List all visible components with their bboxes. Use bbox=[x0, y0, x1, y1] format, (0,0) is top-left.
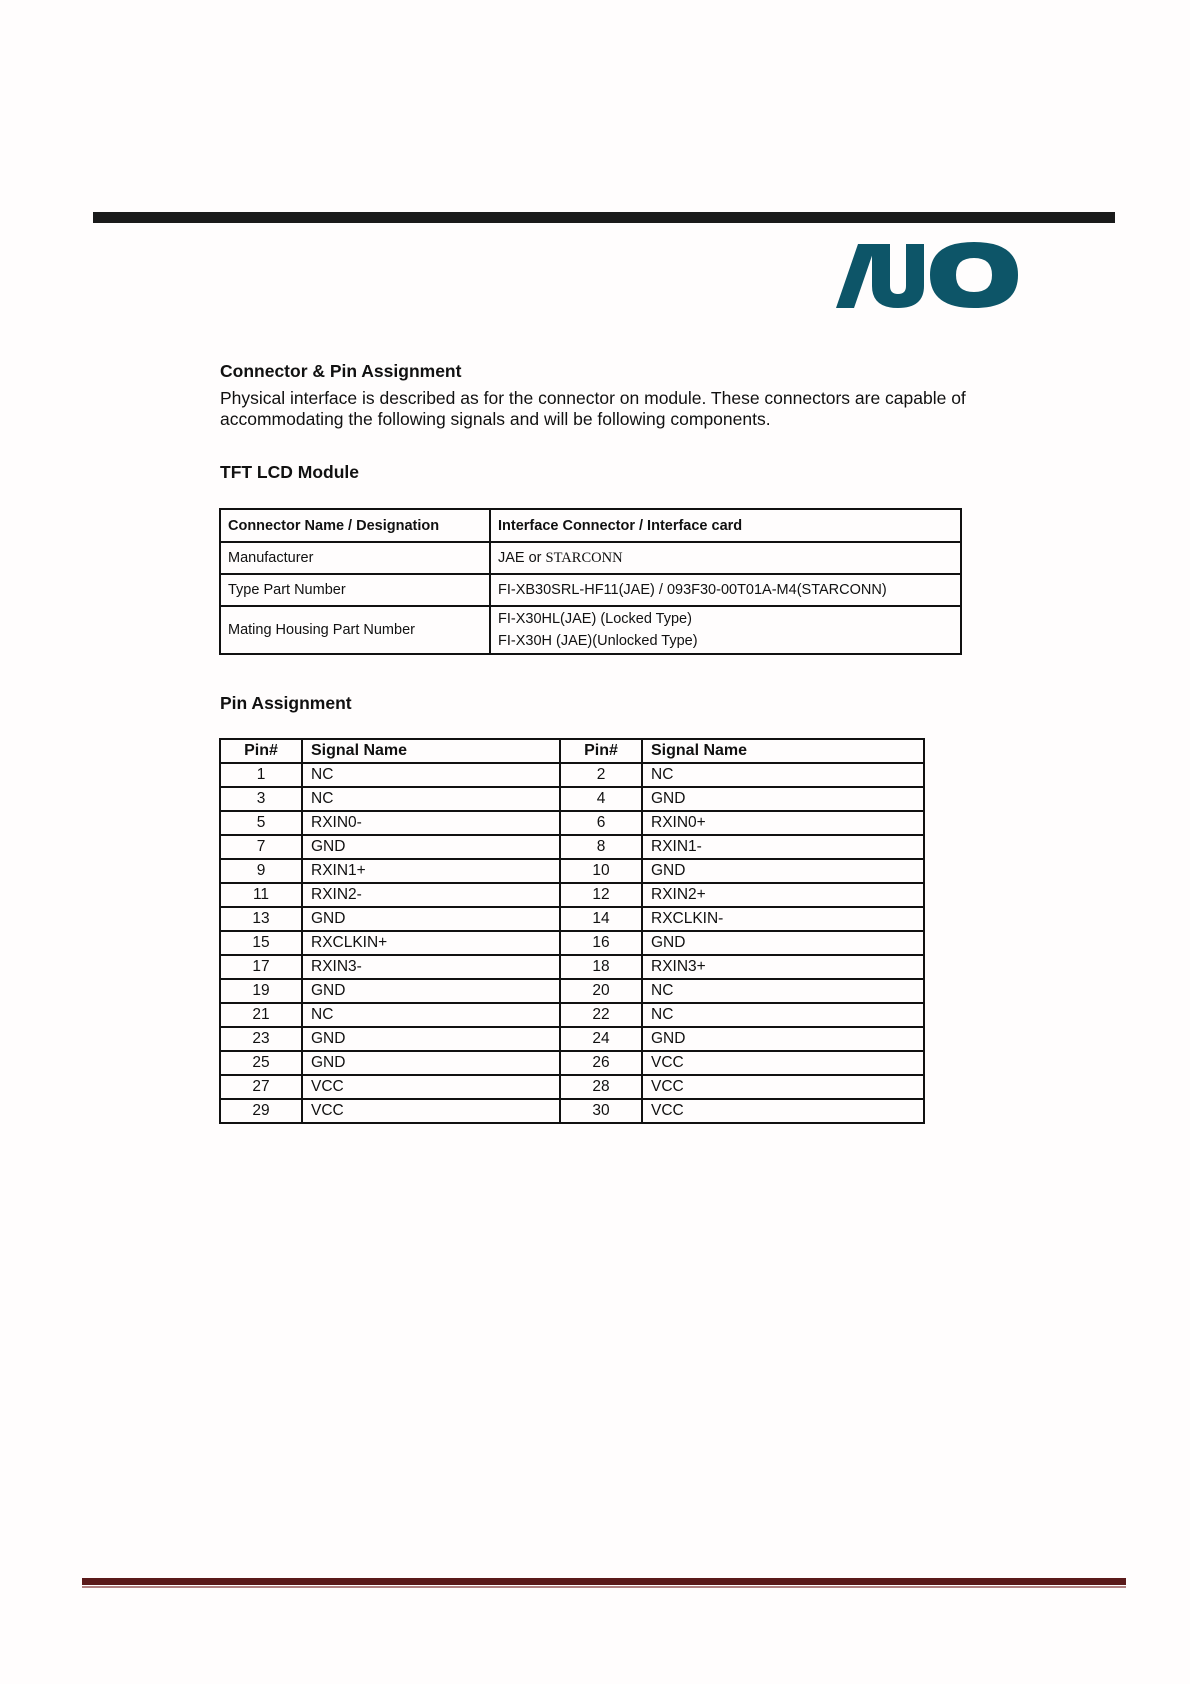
pin-number: 11 bbox=[220, 883, 302, 907]
header-signal-right: Signal Name bbox=[642, 739, 924, 763]
signal-name: NC bbox=[642, 1003, 924, 1027]
connector-row-type-part bbox=[220, 574, 961, 606]
pin-number: 22 bbox=[560, 1003, 642, 1027]
signal-name: GND bbox=[302, 907, 560, 931]
signal-name: RXCLKIN+ bbox=[302, 931, 560, 955]
pin-row bbox=[220, 955, 924, 979]
pin-number: 19 bbox=[220, 979, 302, 1003]
pin-row bbox=[220, 979, 924, 1003]
connector-row-mating-housing bbox=[220, 606, 961, 654]
signal-name: RXIN0- bbox=[302, 811, 560, 835]
pin-number: 20 bbox=[560, 979, 642, 1003]
signal-name: NC bbox=[302, 1003, 560, 1027]
signal-name: GND bbox=[642, 1027, 924, 1051]
signal-name: GND bbox=[642, 859, 924, 883]
pin-row bbox=[220, 907, 924, 931]
pin-number: 14 bbox=[560, 907, 642, 931]
signal-name: RXIN1+ bbox=[302, 859, 560, 883]
mating-unlocked: FI-X30H (JAE)(Unlocked Type) bbox=[498, 633, 698, 649]
pin-row bbox=[220, 859, 924, 883]
header-pin-right: Pin# bbox=[560, 739, 642, 763]
pin-section-title: Pin Assignment bbox=[220, 693, 352, 713]
signal-name: GND bbox=[642, 787, 924, 811]
header-pin-left: Pin# bbox=[220, 739, 302, 763]
signal-name: GND bbox=[302, 835, 560, 859]
pin-table bbox=[219, 738, 925, 1124]
pin-number: 8 bbox=[560, 835, 642, 859]
mating-locked: FI-X30HL(JAE) (Locked Type) bbox=[498, 611, 692, 627]
manufacturer-jae: JAE or bbox=[498, 549, 542, 566]
signal-name: RXIN3+ bbox=[642, 955, 924, 979]
row-label: Type Part Number bbox=[220, 574, 490, 606]
signal-name: NC bbox=[642, 979, 924, 1003]
signal-name: GND bbox=[302, 1027, 560, 1051]
pin-number: 15 bbox=[220, 931, 302, 955]
pin-row bbox=[220, 835, 924, 859]
pin-row bbox=[220, 1075, 924, 1099]
row-value bbox=[490, 542, 961, 574]
row-label: Manufacturer bbox=[220, 542, 490, 574]
pin-number: 10 bbox=[560, 859, 642, 883]
pin-number: 9 bbox=[220, 859, 302, 883]
pin-number: 24 bbox=[560, 1027, 642, 1051]
signal-name: RXIN2- bbox=[302, 883, 560, 907]
signal-name: NC bbox=[642, 763, 924, 787]
pin-number: 16 bbox=[560, 931, 642, 955]
pin-row bbox=[220, 763, 924, 787]
signal-name: RXIN3- bbox=[302, 955, 560, 979]
connector-table-header bbox=[220, 509, 961, 542]
pin-row bbox=[220, 811, 924, 835]
connector-section-title: Connector & Pin Assignment bbox=[220, 361, 462, 381]
pin-number: 5 bbox=[220, 811, 302, 835]
pin-number: 12 bbox=[560, 883, 642, 907]
signal-name: VCC bbox=[642, 1051, 924, 1075]
pin-number: 18 bbox=[560, 955, 642, 979]
row-label: Mating Housing Part Number bbox=[220, 606, 490, 654]
signal-name: GND bbox=[302, 979, 560, 1003]
pin-row bbox=[220, 883, 924, 907]
bottom-rule-accent bbox=[82, 1586, 1126, 1588]
connector-table bbox=[219, 508, 962, 655]
signal-name: VCC bbox=[642, 1099, 924, 1123]
pin-number: 27 bbox=[220, 1075, 302, 1099]
manufacturer-starconn: STARCONN bbox=[545, 549, 623, 566]
connector-header-interface: Interface Connector / Interface card bbox=[490, 509, 961, 542]
signal-name: GND bbox=[642, 931, 924, 955]
pin-number: 2 bbox=[560, 763, 642, 787]
signal-name: RXIN2+ bbox=[642, 883, 924, 907]
signal-name: NC bbox=[302, 787, 560, 811]
pin-number: 23 bbox=[220, 1027, 302, 1051]
top-rule bbox=[93, 212, 1115, 223]
pin-number: 26 bbox=[560, 1051, 642, 1075]
pin-table-body bbox=[220, 763, 924, 1123]
pin-number: 21 bbox=[220, 1003, 302, 1027]
pin-number: 7 bbox=[220, 835, 302, 859]
signal-name: GND bbox=[302, 1051, 560, 1075]
signal-name: VCC bbox=[302, 1099, 560, 1123]
header-signal-left: Signal Name bbox=[302, 739, 560, 763]
signal-name: NC bbox=[302, 763, 560, 787]
pin-number: 1 bbox=[220, 763, 302, 787]
pin-number: 17 bbox=[220, 955, 302, 979]
pin-row bbox=[220, 931, 924, 955]
pin-number: 30 bbox=[560, 1099, 642, 1123]
row-value bbox=[490, 606, 961, 654]
pin-row bbox=[220, 1003, 924, 1027]
bottom-rule bbox=[82, 1578, 1126, 1585]
pin-number: 6 bbox=[560, 811, 642, 835]
pin-number: 28 bbox=[560, 1075, 642, 1099]
signal-name: RXIN1- bbox=[642, 835, 924, 859]
signal-name: VCC bbox=[642, 1075, 924, 1099]
auo-logo bbox=[836, 240, 1018, 310]
connector-description: Physical interface is described as for the connector on module. These connectors are capable of accommodating the following signals and will be following components. bbox=[220, 388, 966, 429]
tft-section-title: TFT LCD Module bbox=[220, 462, 360, 482]
pin-number: 25 bbox=[220, 1051, 302, 1075]
pin-number: 13 bbox=[220, 907, 302, 931]
pin-number: 4 bbox=[560, 787, 642, 811]
connector-header-designation: Connector Name / Designation bbox=[220, 509, 490, 542]
pin-row bbox=[220, 1027, 924, 1051]
pin-table-header bbox=[220, 739, 924, 763]
pin-row bbox=[220, 1051, 924, 1075]
signal-name: RXCLKIN- bbox=[642, 907, 924, 931]
pin-number: 29 bbox=[220, 1099, 302, 1123]
pin-number: 3 bbox=[220, 787, 302, 811]
pin-row bbox=[220, 1099, 924, 1123]
row-value: FI-XB30SRL-HF11(JAE) / 093F30-00T01A-M4(STARCONN) bbox=[490, 574, 961, 606]
pin-row bbox=[220, 787, 924, 811]
connector-row-manufacturer bbox=[220, 542, 961, 574]
signal-name: RXIN0+ bbox=[642, 811, 924, 835]
signal-name: VCC bbox=[302, 1075, 560, 1099]
